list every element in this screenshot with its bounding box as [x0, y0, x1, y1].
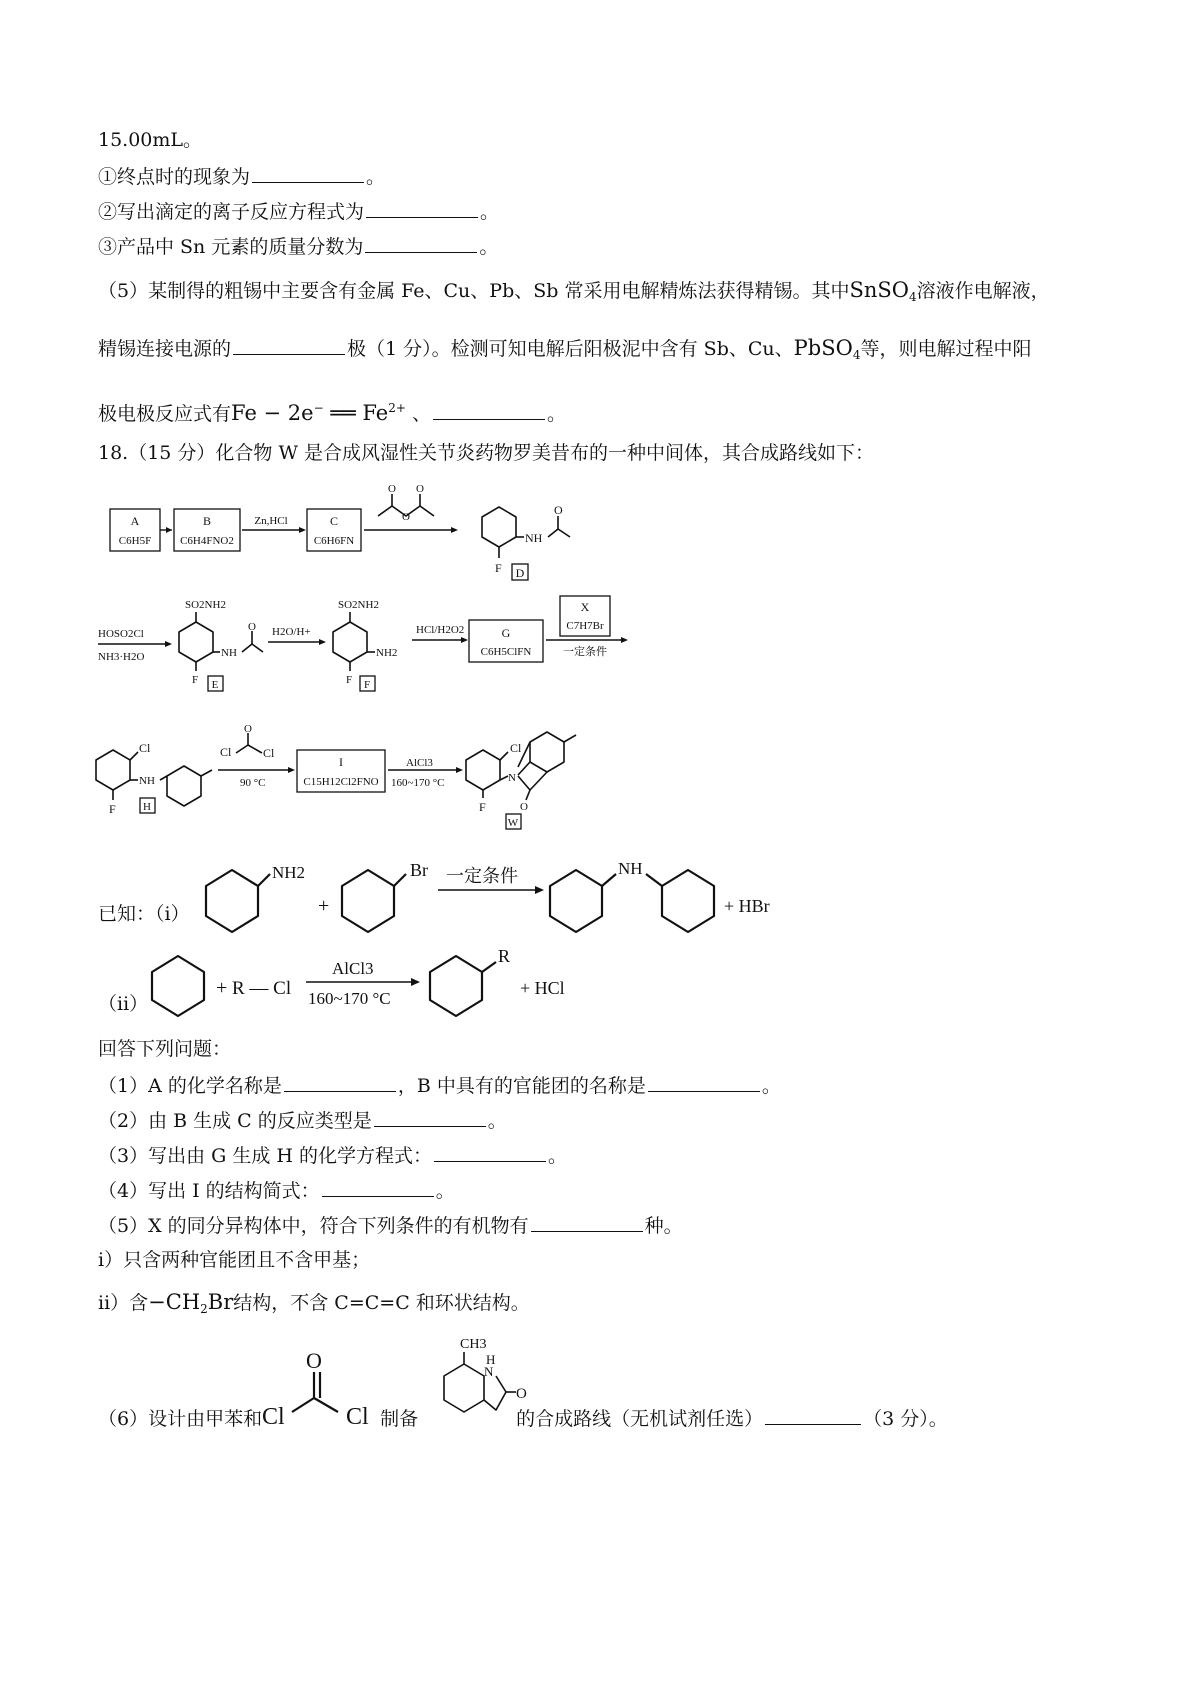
ch3-group: CH3 [460, 1337, 487, 1352]
condition-1 [98, 1248, 370, 1272]
answer-blank[interactable] [252, 164, 364, 183]
arrowhead [451, 527, 458, 533]
nh-group: NH [221, 647, 237, 659]
arrowhead [299, 527, 306, 533]
reagent-ef: H2O/H+ [272, 626, 311, 638]
question-18-3 [98, 1143, 567, 1168]
answer-heading [98, 1037, 231, 1061]
question-4-1 [98, 164, 385, 189]
answer-blank[interactable] [322, 1178, 434, 1197]
f-atom: F [109, 802, 116, 816]
question-18-4 [98, 1178, 455, 1203]
question-5-line1 [98, 278, 1050, 309]
ch2br-formula [148, 1290, 233, 1314]
g-label: G [501, 626, 511, 640]
i-label: I [339, 755, 343, 769]
q5-text-end: 溶液作电解液， [916, 280, 1050, 302]
text-line-volume [98, 128, 202, 152]
question-18-1 [98, 1073, 781, 1098]
benzene-ring [430, 956, 482, 1016]
benzene-ring [662, 870, 714, 932]
known-reaction-1 [200, 854, 900, 944]
temperature-text: 160~170 °C [308, 989, 391, 1008]
answer-blank[interactable] [284, 1073, 396, 1092]
answer-blank[interactable] [365, 234, 477, 253]
formula-sub: 4 [908, 290, 917, 304]
reagent-de-1: HOSO2Cl [98, 628, 144, 640]
nh-group: NH [139, 775, 155, 787]
reagent-bc: Zn,HCl [254, 515, 288, 527]
answer-blank[interactable] [233, 336, 345, 355]
d-label: D [515, 566, 525, 580]
q18-6-mid: 制备 [380, 1408, 419, 1430]
known-reaction-2 [140, 942, 840, 1022]
h-atom: H [486, 1352, 496, 1367]
punct: 。 [548, 1145, 568, 1167]
benzene-ring [444, 1364, 484, 1412]
e-label: E [211, 679, 219, 691]
compound-i-box [297, 750, 385, 792]
f-atom: F [479, 800, 486, 814]
cl-atom: Cl [346, 1404, 369, 1426]
b-formula: C6H4FNO2 [180, 535, 234, 547]
f-label: F [363, 679, 371, 691]
i-formula: C15H12Cl2FNO [303, 776, 379, 788]
q18-text: 18.（15 分）化合物 W 是合成风湿性关节炎药物罗美昔布的一种中间体，其合成路线如下： [98, 442, 875, 464]
r-group: R [498, 946, 511, 966]
answer-blank[interactable] [648, 1073, 760, 1092]
chloroacetyl-chloride-structure [220, 723, 275, 760]
formula-main: PbSO [793, 336, 853, 360]
o-atom: O [402, 511, 410, 523]
br-atom: Br [410, 860, 428, 880]
x-label: X [580, 600, 590, 614]
punct: 种。 [644, 1215, 683, 1237]
f-atom: F [495, 561, 502, 575]
benzene-ring [152, 956, 204, 1016]
reagent-fg: HCl/H2O2 [416, 624, 465, 636]
q18-3-text: （3）写出由 G 生成 H 的化学方程式： [98, 1145, 432, 1167]
condition-1-text: ⅰ）只含两种官能团且不含甲基； [98, 1249, 371, 1271]
compound-w-structure [466, 732, 576, 829]
q18-1-mid: ，B 中具有的官能团的名称是 [397, 1075, 646, 1097]
plus-sign: + [318, 895, 330, 917]
punct: 、 [411, 403, 431, 425]
punct: 。 [546, 403, 566, 425]
benzene-ring [550, 870, 602, 932]
rcl-reagent: R — Cl [232, 978, 292, 999]
w-label: W [507, 817, 519, 829]
synthesis-scheme [0, 480, 1200, 870]
temp-hi: 90 °C [240, 777, 266, 789]
punct: 。 [479, 236, 499, 258]
punct: 。 [480, 201, 500, 223]
arrowhead [461, 637, 468, 643]
compound-a-box [110, 509, 160, 551]
so2nh2-group: SO2NH2 [338, 599, 379, 611]
arrowhead [288, 767, 295, 773]
q5-text-mid: 极（1 分）。检测可知电解后阳极泥中含有 Sb、Cu、 [347, 338, 794, 360]
reagent-de-2: NH3·H2O [98, 651, 145, 663]
compound-h-structure [96, 741, 212, 816]
eq-sup: 2+ [388, 401, 406, 415]
formula-main: −CH [148, 1290, 201, 1314]
condition-2-text: ⅱ）含 [98, 1292, 149, 1314]
bond [484, 1376, 506, 1410]
chloroacetyl-chloride-inline [262, 1346, 392, 1426]
compound-c-box [307, 509, 361, 551]
compound-b-box [174, 509, 240, 551]
answer-blank[interactable] [366, 199, 478, 218]
formula-main: SnSO [849, 278, 909, 302]
benzene-ring [342, 870, 394, 932]
punct: 。 [366, 166, 386, 188]
h-label: H [143, 801, 151, 813]
q18-5-text: （5）X 的同分异构体中，符合下列条件的有机物有 [98, 1215, 529, 1237]
condition-2-end: 结构，不含 C=C=C 和环状结构。 [233, 1292, 530, 1314]
c-label: C [329, 514, 339, 528]
q18-4-text: （4）写出 I 的结构简式： [98, 1180, 320, 1202]
compound-g-box [469, 620, 543, 662]
bond [292, 1398, 338, 1412]
catalyst-text: AlCl3 [332, 959, 374, 978]
arrowhead [621, 637, 628, 643]
o-atom: O [388, 483, 396, 495]
bond [602, 874, 616, 886]
arrowhead [456, 767, 463, 773]
eq-left: Fe − 2e [231, 401, 314, 425]
o-atom: O [516, 1386, 527, 1402]
hbr-product: + HBr [724, 896, 770, 916]
f-atom: F [192, 674, 199, 686]
q4-2-text: ②写出滴定的离子反应方程式为 [98, 201, 365, 223]
question-18-2 [98, 1108, 507, 1133]
compound-x-box [560, 596, 610, 636]
arrowhead [165, 641, 172, 647]
known-label [98, 902, 190, 926]
answer-blank[interactable] [434, 1143, 546, 1162]
condition-gh: 一定条件 [563, 646, 607, 658]
answer-heading-text: 回答下列问题： [98, 1038, 232, 1060]
a-formula: C6H5F [118, 535, 152, 547]
volume-text: 15.00mL。 [98, 129, 203, 151]
q5-text-end: 等，则电解过程中阳 [860, 338, 1032, 360]
methyl-oxindole-structure [422, 1330, 532, 1430]
question-4-2 [98, 199, 499, 224]
punct: 。 [761, 1075, 781, 1097]
condition-text: 一定条件 [446, 866, 518, 886]
condition-2 [98, 1290, 530, 1321]
question-18-title [98, 441, 874, 465]
o-atom: O [554, 503, 563, 517]
known-text: （ⅱ） [98, 993, 149, 1015]
cl-atom: Cl [262, 1404, 285, 1426]
q4-3-text: ③产品中 Sn 元素的质量分数为 [98, 236, 364, 258]
compound-d-structure [482, 503, 570, 580]
punct: 。 [435, 1180, 455, 1202]
q5-text: （5）某制得的粗锡中主要含有金属 Fe、Cu、Pb、Sb 常采用电解精炼法获得精锡。其中 [98, 280, 850, 302]
arrowhead [411, 978, 420, 986]
cl-atom: Cl [510, 741, 522, 755]
plus-sign: + [216, 977, 228, 999]
g-formula: C6H5ClFN [480, 646, 532, 658]
formula-sub: 2 [200, 1302, 208, 1316]
c-formula: C6H6FN [313, 535, 355, 547]
formula-br: Br [207, 1290, 234, 1314]
pbso4-formula [794, 336, 861, 360]
answer-blank[interactable] [531, 1213, 643, 1232]
answer-blank[interactable] [374, 1108, 486, 1127]
punct: 。 [487, 1110, 507, 1132]
q5-text: 精锡连接电源的 [98, 338, 232, 360]
x-formula: C7H7Br [566, 620, 604, 632]
o-atom: O [416, 483, 424, 495]
a-label: A [130, 514, 140, 528]
arrowhead [166, 527, 172, 533]
reagent-iw: AlCl3 [406, 757, 433, 769]
n-atom: N [484, 1364, 494, 1379]
answer-blank[interactable] [765, 1406, 861, 1425]
arrowhead [319, 639, 326, 645]
n-atom: N [508, 772, 516, 784]
eq-sup: − [313, 401, 324, 415]
nh2-group: NH2 [272, 863, 306, 882]
hcl-product: + HCl [520, 978, 565, 998]
formula-sub: 4 [852, 348, 861, 362]
acetic-anhydride-structure [378, 483, 434, 523]
q18-6-end: （3 分）。 [863, 1408, 948, 1430]
q18-6-post: 的合成路线（无机试剂任选） [516, 1408, 764, 1430]
o-atom: O [306, 1348, 322, 1373]
question-18-5 [98, 1213, 683, 1238]
eq-arrow: ══ [330, 401, 356, 425]
cl-atom: Cl [220, 745, 232, 759]
compound-f-structure [333, 599, 397, 691]
question-5-line3 [98, 396, 566, 426]
bond [394, 874, 406, 886]
q18-6-text: （6）设计由甲苯和 [98, 1408, 263, 1430]
question-4-3 [98, 234, 498, 259]
bond [482, 962, 496, 972]
o-atom: O [520, 801, 528, 813]
temp-iw: 160~170 °C [391, 777, 445, 789]
compound-e-structure [179, 599, 263, 691]
answer-blank[interactable] [433, 401, 545, 420]
nh2-group: NH2 [376, 647, 398, 659]
bond [258, 874, 270, 886]
nh-group: NH [525, 531, 543, 545]
b-label: B [202, 514, 212, 528]
cl-atom: Cl [139, 741, 151, 755]
so2nh2-group: SO2NH2 [185, 599, 226, 611]
electrode-equation [231, 401, 406, 425]
q4-1-text: ①终点时的现象为 [98, 166, 251, 188]
o-atom: O [248, 621, 256, 633]
f-atom: F [346, 674, 353, 686]
q18-1-text: （1）A 的化学名称是 [98, 1075, 282, 1097]
eq-product: Fe [362, 401, 389, 425]
q18-2-text: （2）由 B 生成 C 的反应类型是 [98, 1110, 372, 1132]
known-text: 已知：（ⅰ） [98, 903, 190, 925]
snso4-formula [849, 278, 916, 302]
bond [646, 874, 662, 886]
nh-group: NH [618, 859, 643, 878]
arrowhead [535, 886, 544, 894]
o-atom: O [244, 723, 252, 735]
benzene-ring [206, 870, 258, 932]
q5-text: 极电极反应式有 [98, 403, 232, 425]
cl-atom: Cl [263, 746, 275, 760]
question-5-line2 [98, 336, 1031, 367]
